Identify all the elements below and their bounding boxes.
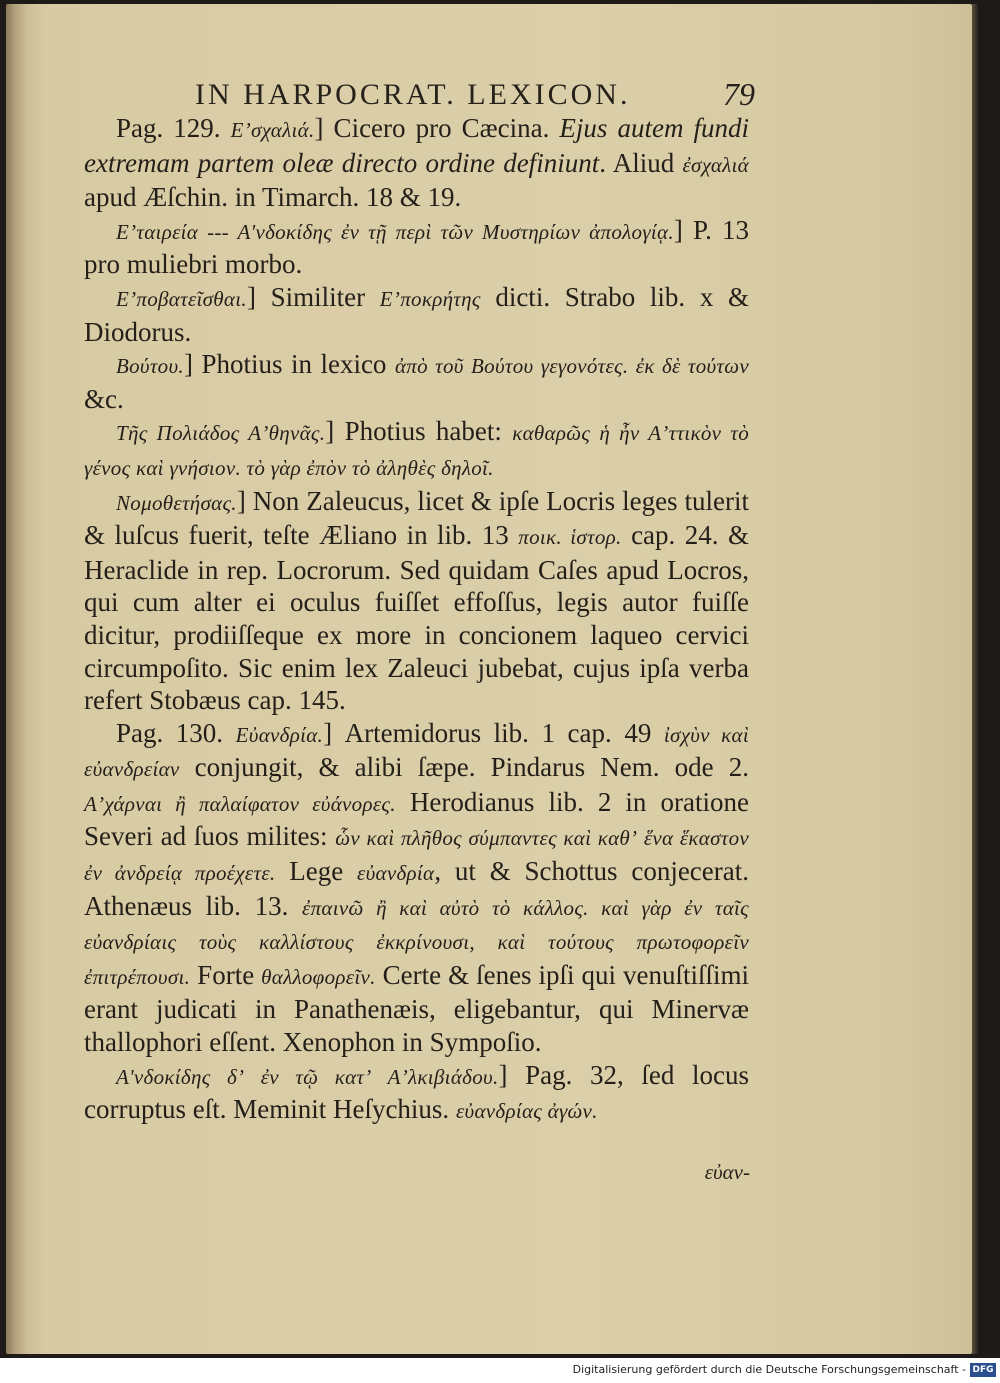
greek-lemma: Εʼσχαλιά.: [230, 118, 315, 142]
greek-quotation: ἀπὸ τοῦ Βούτου γεγονότες. ἐκ δὲ τούτων: [394, 354, 749, 379]
text-run: Forte: [190, 959, 262, 990]
text-run: ] Similiter: [246, 281, 380, 312]
text-run: ] Non Zaleucus, licet & ipſe Locris leges tulerit & luſcus fuerit, teſte Æliano in lib. 13: [84, 485, 749, 551]
running-title: IN HARPOCRAT. LEXICON.: [195, 78, 631, 111]
text-run: cap. 24. & Heraclide in rep. Locrorum. Sed quidam Caſes apud Locros, qui cum alter ei oculus fuiſſet effoſſus, legis autor fuiſſe dicitur, prodiiſſeque ex more in concionem laqueo cervici circumpoſito. Sic enim lex Zaleuci jubebat, cujus ipſa verba refert Stobæus cap. 145.: [84, 520, 750, 716]
greek-lemma: Νομοθετήσας.: [116, 490, 237, 515]
text-run: apud Æſchin. in Timarch. 18 & 19.: [84, 182, 462, 213]
greek-lemma: Τῆς Πολιάδος Αʼθηνᾶς.: [116, 421, 326, 446]
latin-quotation: Ejus autem fundi extremam partem oleæ directo ordine definiunt: [84, 113, 749, 178]
text-run: ] Photius in lexico: [183, 349, 395, 380]
text-run: ] Artemidorus lib. 1 cap. 49: [323, 717, 664, 748]
entry-poliados: [84, 415, 749, 484]
text-run: ] Cicero pro Cæcina.: [314, 113, 560, 143]
page-edge: [972, 4, 978, 1354]
text-run: Pag. 130.: [116, 717, 236, 748]
greek-phrase: εὐανδρίας ἀγών.: [455, 1099, 598, 1124]
text-run: ] Photius habet:: [325, 416, 513, 447]
text-run: Certe & ſenes ipſi qui venuſtiſſimi erant judicati in Panathenæis, eligebantur, qui Minervæ thallophori eſſent. Xenophon in Sympoſio.: [84, 959, 749, 1058]
entry-boutou: [84, 348, 749, 415]
greek-quotation: καθαρῶς ἡ ἦν Αʼττικὸν τὸ γένος καὶ γνήσιον. τὸ γὰρ ἐπὸν τὸ ἀληθὲς δηλοῖ.: [84, 421, 749, 480]
text-run: , ut & Schottus conjecerat. Athenæus lib. 13.: [84, 856, 749, 921]
greek-lemma: Εὐανδρία.: [235, 722, 324, 747]
dfg-logo: DFG: [970, 1363, 996, 1377]
greek-lemma: Εʼταιρεία --- Α'νδοκίδης ἐν τῇ περὶ τῶν Μυστηρίων ἀπολογίᾳ.: [116, 219, 674, 244]
greek-quotation: ὧν καὶ πλῆθος σύμπαντες καὶ καθʼ ἕνα ἕκαστον ἐν ἀνδρείᾳ προέχετε.: [84, 826, 749, 886]
greek-word: εὐανδρία: [357, 861, 435, 886]
greek-lemma: Βούτου.: [116, 354, 184, 379]
entry-eschalia: [84, 112, 749, 214]
text-run: &c.: [84, 383, 124, 414]
text-run: Pag. 129.: [116, 113, 231, 143]
greek-word: ἐσχαλιά: [682, 152, 749, 177]
entry-andokides: [84, 1059, 749, 1128]
page-number: 79: [723, 76, 755, 112]
text-run: Herodianus lib. 2 in oratione Severi ad ſuos milites:: [84, 786, 749, 852]
entry-nomothetesas: [84, 485, 749, 717]
text-run: ] P. 13 pro muliebri morbo.: [84, 214, 749, 280]
text-run: . Aliud: [599, 147, 683, 178]
entry-etaireia: [84, 214, 749, 281]
entry-euandria: [84, 717, 749, 1059]
greek-lemma: Εʼποβατεῖσθαι.: [116, 286, 247, 311]
digitization-credit: Digitalisierung gefördert durch die Deutsche Forschungsgemeinschaft -: [572, 1363, 966, 1376]
text-run: conjungit, & alibi ſæpe. Pindarus Nem. ode 2.: [179, 752, 749, 783]
greek-lemma: Α'νδοκίδης δʼ ἐν τῷ κατʼ Αʼλκιβιάδου.: [116, 1064, 499, 1089]
digitization-footer: [0, 1358, 1000, 1383]
greek-word: Εʼποκρήτης: [379, 286, 481, 311]
text-run: dicti. Strabo lib. x & Diodorus.: [84, 281, 749, 347]
greek-quotation: ἐπαινῶ ἢ καὶ αὐτὸ τὸ κάλλος. καὶ γὰρ ἐν ταῖς εὐανδρίαις τοὺς καλλίστους ἐκκρίνουσι, καὶ τούτους πρωτοφορεῖν ἐπιτρέπουσι.: [84, 895, 749, 989]
text-run: ] Pag. 32, ſed locus corruptus eſt. Meminit Heſychius.: [84, 1059, 749, 1125]
greek-phrase: ἰσχὺν καὶ εὐανδρείαν: [84, 722, 749, 782]
entry-epobateisthai: [84, 281, 749, 348]
greek-abbreviation: ποικ. ἱστορ.: [518, 525, 622, 550]
greek-quotation: Αʼχάρναι ἢ παλαίφατον εὐάνορες.: [84, 791, 396, 816]
greek-word: θαλλοφορεῖν.: [261, 964, 376, 989]
body-text: [84, 112, 749, 1128]
catchword: εὐαν-: [704, 1160, 750, 1184]
text-run: Lege: [275, 856, 358, 887]
